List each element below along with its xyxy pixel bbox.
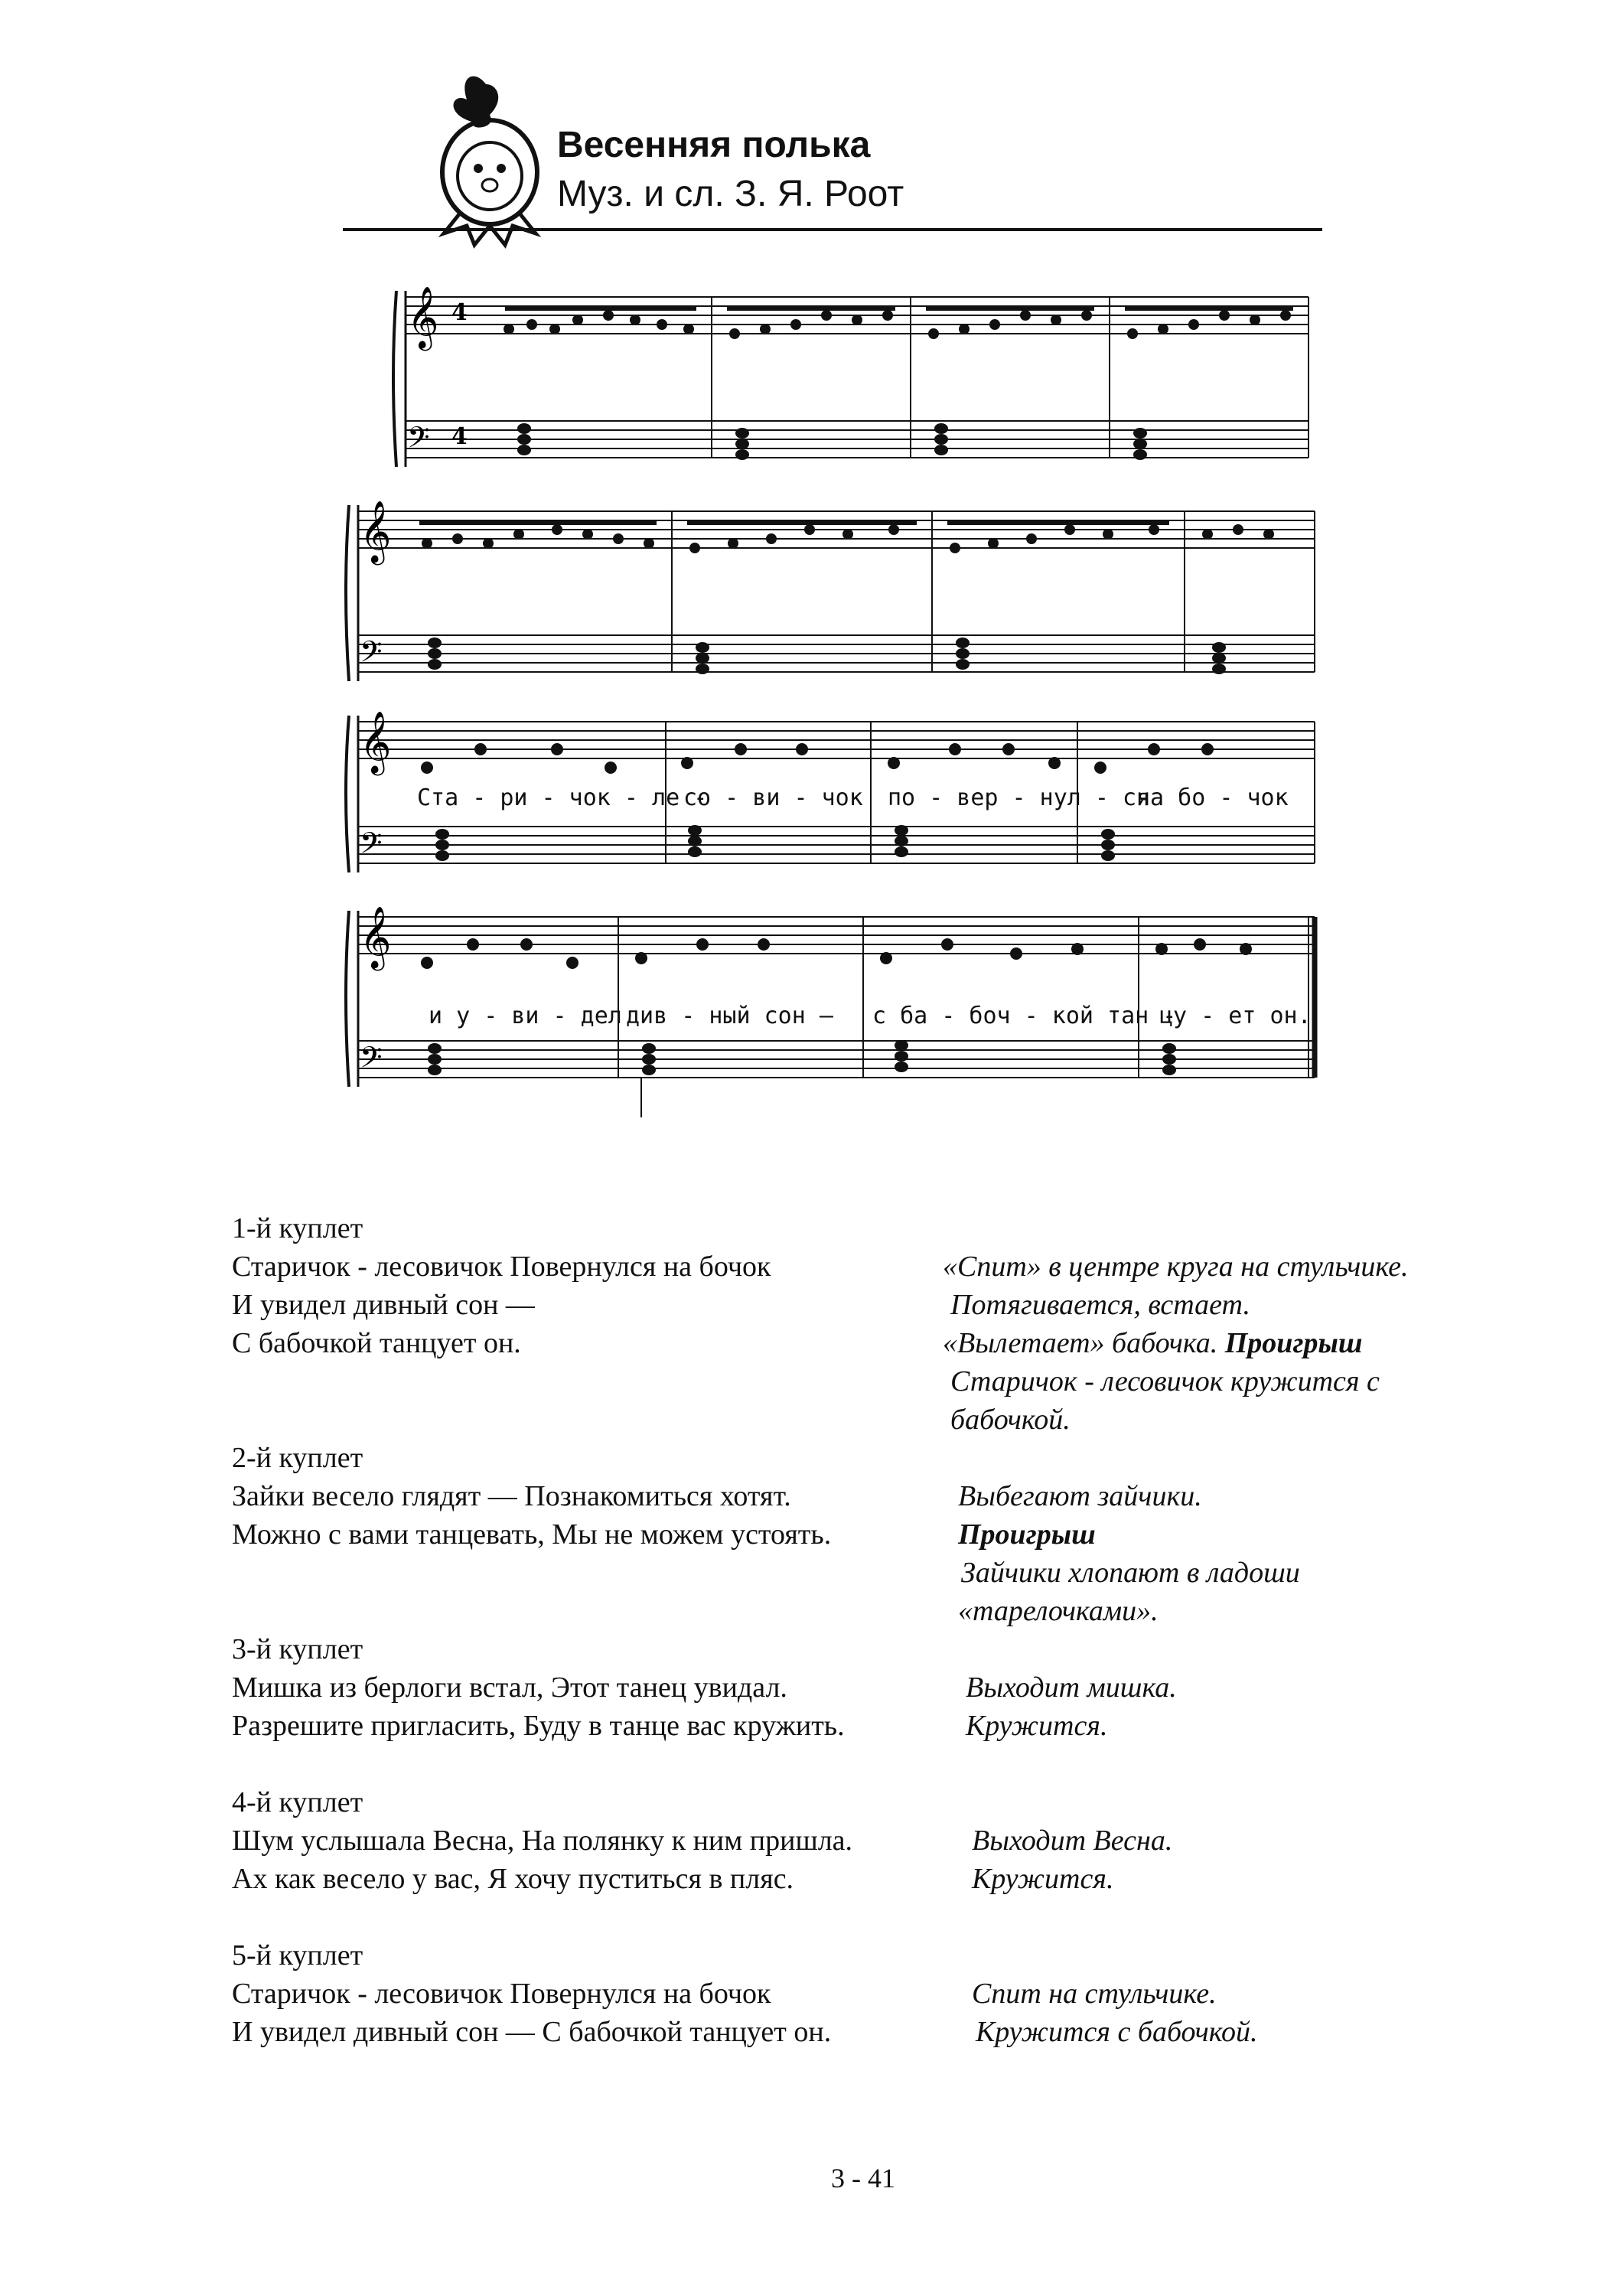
verse-1-note-3 (943, 1324, 1363, 1362)
verse-1-line-3: С бабочкой танцует он. (232, 1327, 521, 1359)
verse-5-heading: 5-й куплет (232, 1939, 363, 1971)
verse-3-note-1: Выходит мишка. (966, 1671, 1177, 1704)
verse-5-note-1: Спит на стульчике. (972, 1978, 1217, 2010)
svg-text:𝄞: 𝄞 (360, 905, 392, 968)
verse-3-line-2: Разрешите пригласить, Буду в танце вас кружить. (232, 1710, 845, 1742)
system3-lyric-4: на бо - чок (1136, 784, 1289, 811)
svg-text:𝄢: 𝄢 (360, 1040, 383, 1081)
svg-text:𝄢: 𝄢 (360, 634, 383, 676)
verse-5-line-2: И увидел дивный сон — С бабочкой танцует он. (232, 2016, 832, 2048)
verse-1-note-1: «Спит» в центре круга на стульчике. (943, 1251, 1409, 1283)
verse-4-heading: 4-й куплет (232, 1786, 363, 1818)
verse-2-note-3: «тарелочками». (958, 1595, 1159, 1627)
svg-text:𝄞: 𝄞 (407, 285, 439, 348)
svg-text:𝄢: 𝄢 (360, 826, 383, 867)
verse-2-note-2: Зайчики хлопают в ладоши (961, 1557, 1300, 1589)
verse-4-line-1: Шум услышала Весна, На полянку к ним пришла. (232, 1825, 853, 1857)
svg-text:4: 4 (451, 299, 468, 326)
svg-text:𝄞: 𝄞 (360, 500, 392, 563)
verse-1-line-1: Старичок - лесовичок Повернулся на бочок (232, 1251, 771, 1283)
song-title: Весенняя полька (557, 125, 871, 165)
verse-4-note-1: Выходит Весна. (972, 1825, 1173, 1857)
system3-lyric-3: по - вер - нул - ся (888, 784, 1151, 811)
verse-3-heading: 3-й куплет (232, 1633, 363, 1665)
system3-lyric-1: Ста - ри - чок - ле - (417, 784, 708, 811)
verse-1-note-2: Потягивается, встает. (950, 1289, 1250, 1321)
page-number: 3 - 41 (831, 2163, 895, 2193)
verse-2-note-1: Выбегают зайчики. (958, 1480, 1202, 1512)
verse-1-bold-note: Проигрыш (1224, 1327, 1363, 1359)
verse-1-heading: 1-й куплет (232, 1212, 363, 1244)
system4-lyric-4: цу - ет он. (1159, 1003, 1312, 1029)
svg-text:4: 4 (451, 423, 468, 450)
verse-3-note-2: Кружится. (966, 1710, 1108, 1742)
lesovichok-illustration-icon (413, 69, 566, 253)
system4-lyric-1: и у - ви - дел (429, 1003, 622, 1029)
verse-1-line-2: И увидел дивный сон — (232, 1289, 535, 1321)
verse-3-line-1: Мишка из берлоги встал, Этот танец увидал. (232, 1671, 787, 1704)
verse-2-bold-note: Проигрыш (958, 1518, 1096, 1551)
verse-4-note-2: Кружится. (972, 1863, 1114, 1895)
verse-1-note-4: Старичок - лесовичок кружится с (950, 1365, 1380, 1397)
svg-text:𝄢: 𝄢 (407, 420, 430, 461)
system4-lyric-3: с ба - боч - кой тан - (872, 1003, 1177, 1029)
verse-2-heading: 2-й куплет (232, 1442, 363, 1474)
verse-5-note-2: Кружится с бабочкой. (976, 2016, 1258, 2048)
verse-1-note-5: бабочкой. (950, 1404, 1071, 1436)
score-system-1 (390, 276, 1331, 482)
header-rule (343, 228, 1322, 231)
system4-lyric-2: див - ный сон — (626, 1003, 833, 1029)
score-system-2 (343, 490, 1330, 696)
svg-text:𝄞: 𝄞 (360, 710, 392, 773)
system3-lyric-2: со - ви - чок (683, 784, 863, 811)
verse-5-line-1: Старичок - лесовичок Повернулся на бочок (232, 1978, 771, 2010)
verse-2-line-2: Можно с вами танцевать, Мы не можем устоять. (232, 1518, 832, 1551)
verse-2-line-1: Зайки весело глядят — Познакомиться хотят. (232, 1480, 791, 1512)
song-author: Муз. и сл. З. Я. Роот (557, 174, 904, 214)
verse-1-note-3-text: «Вылетает» бабочка. (943, 1327, 1218, 1359)
verse-4-line-2: Ах как весело у вас, Я хочу пуститься в пляс. (232, 1863, 794, 1895)
